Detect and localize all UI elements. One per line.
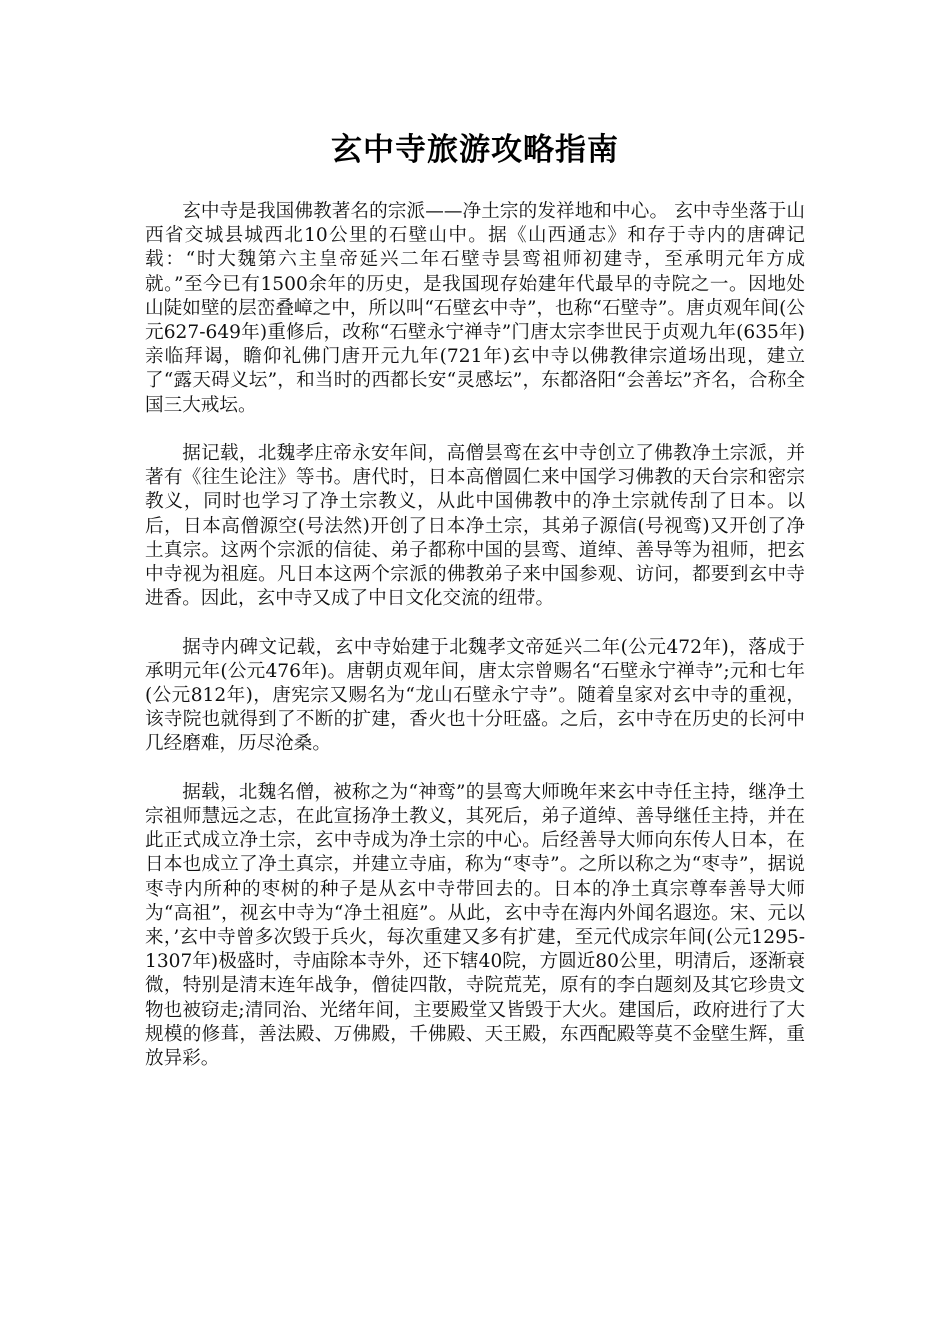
paragraph: 据寺内碑文记载，玄中寺始建于北魏孝文帝延兴二年(公元472年)，落成于承明元年(公元476年)。唐朝贞观年间，唐太宗曾赐名“石壁永宁禅寺”;元和七年(公元812年)，唐宪宗又赐名为“龙山石壁永宁寺”。随着皇家对玄中寺的重视，该寺院也就得到了不断的扩建，香火也十分旺盛。之后，玄中寺在历史的长河中几经磨难，历尽沧桑。: [145, 636, 805, 755]
document-title: 玄中寺旅游攻略指南: [331, 132, 619, 168]
paragraph: 据记载，北魏孝庄帝永安年间，高僧昙鸾在玄中寺创立了佛教净土宗派，并著有《往生论注》等书。唐代时，日本高僧圆仁来中国学习佛教的天台宗和密宗教义，同时也学习了净土宗教义，从此中国佛教中的净土宗就传刮了日本。以后，日本高僧源空(号法然)开创了日本净土宗，其弟子源信(号视鸾)又开创了净土真宗。这两个宗派的信徒、弟子都称中国的昙鸾、道绰、善导等为祖师，把玄中寺视为祖庭。凡日本这两个宗派的佛教弟子来中国参观、访问，都要到玄中寺进香。因此，玄中寺又成了中日文化交流的纽带。: [145, 443, 805, 610]
paragraph: 玄中寺是我国佛教著名的宗派——净土宗的发祥地和中心。 玄中寺坐落于山西省交城县城西北10公里的石壁山中。据《山西通志》和存于寺内的唐碑记载：“时大魏第六主皇帝延兴二年石壁寺昙鸾祖师初建寺，至承明元年方成就。”至今已有1500余年的历史，是我国现存始建年代最早的寺院之一。因地处山陡如壁的层峦叠嶂之中，所以叫“石壁玄中寺”，也称“石壁寺”。唐贞观年间(公元627-649年)重修后，改称“石壁永宁禅寺”门唐太宗李世民于贞观九年(635年)亲临拜谒，瞻仰礼佛门唐开元九年(721年)玄中寺以佛教律宗道场出现，建立了“露天碍义坛”，和当时的西都长安“灵感坛”，东都洛阳“会善坛”齐名，合称全国三大戒坛。: [145, 201, 805, 416]
paragraph: 据载，北魏名僧，被称之为“神鸾”的昙鸾大师晚年来玄中寺任主持，继净土宗祖师慧远之志，在此宣扬净土教义，其死后，弟子道绰、善导继任主持，并在此正式成立净土宗，玄中寺成为净土宗的中心。后经善导大师向东传人日本，在日本也成立了净土真宗，并建立寺庙，称为“枣寺”。之所以称之为“枣寺”，据说枣寺内所种的枣树的种子是从玄中寺带回去的。日本的净土真宗尊奉善导大师为“高祖”，视玄中寺为“净土祖庭”。从此，玄中寺在海内外闻名遐迩。宋、元以来，’玄中寺曾多次毁于兵火，每次重建又多有扩建，至元代成宗年间(公元1295-1307年)极盛时，寺庙除本寺外，还下辖40院，方圆近80公里，明清后，逐渐衰微，特别是清末连年战争，僧徒四散，寺院荒芜，原有的李白题刻及其它珍贵文物也被窃走;清同治、光绪年间，主要殿堂又皆毁于大火。建国后，政府进行了大规模的修葺，善法殿、万佛殿，千佛殿、天王殿，东西配殿等莫不金壁生辉，重放异彩。: [145, 781, 805, 1070]
document-body: [145, 200, 805, 1071]
